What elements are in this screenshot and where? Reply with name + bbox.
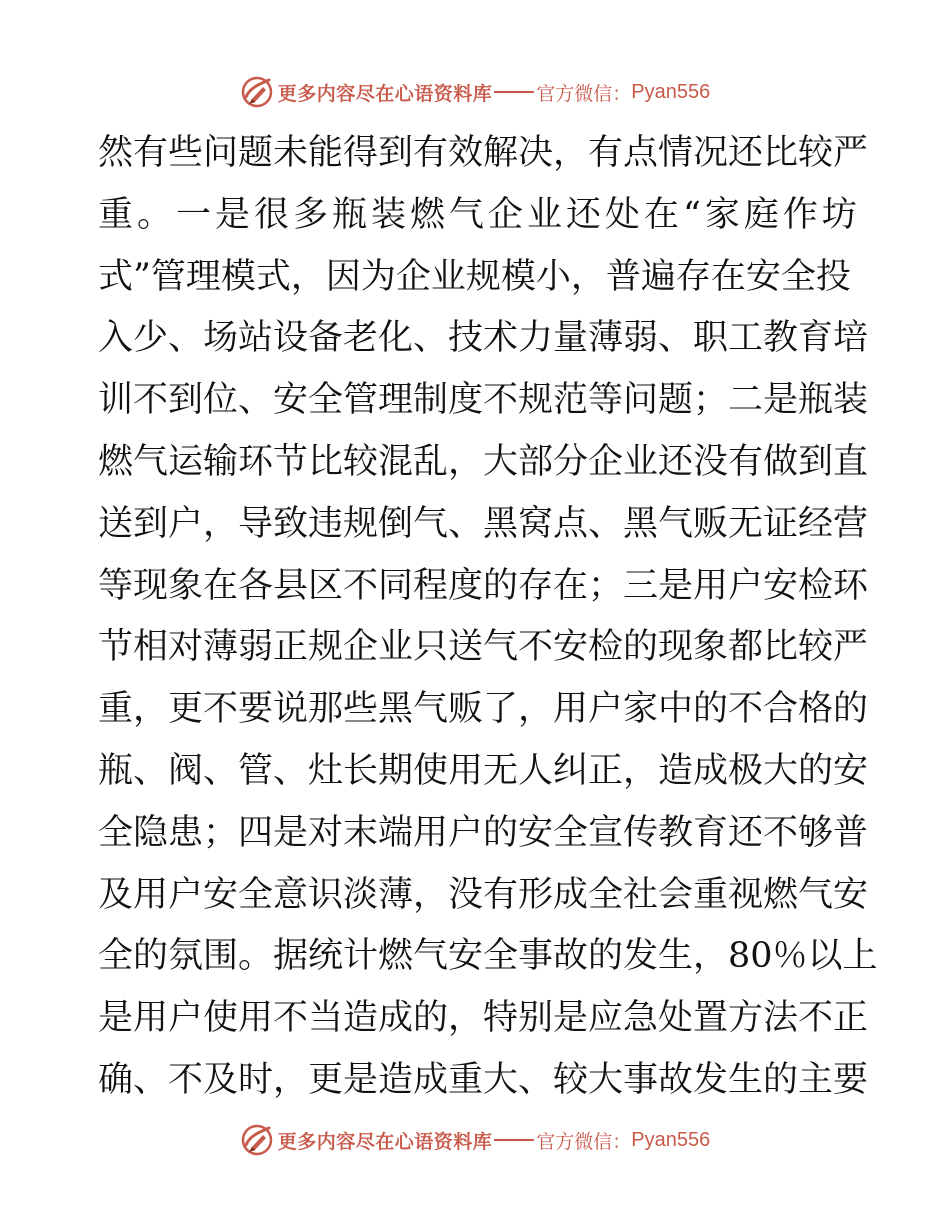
banner-subtitle: 官方微信： bbox=[536, 1130, 632, 1153]
banner-title: 更多内容尽在心语资料库 bbox=[277, 82, 493, 105]
header-banner bbox=[0, 72, 950, 112]
text-line: 确、不及时，更是造成重大、较大事故发生的主要 bbox=[98, 1059, 869, 1100]
text-line: 重，更不要说那些黑气贩了，用户家中的不合格的 bbox=[98, 689, 869, 730]
document-body bbox=[98, 123, 878, 1112]
banner-contact-id: Pyan556 bbox=[631, 1128, 711, 1151]
text-line: 全隐患；四是对末端用户的安全宣传教育还不够普 bbox=[98, 812, 869, 853]
text-line: 节相对薄弱正规企业只送气不安检的现象都比较严 bbox=[98, 627, 869, 668]
footer-banner bbox=[0, 1120, 950, 1160]
text-line: 等现象在各县区不同程度的存在；三是用户安检环 bbox=[98, 565, 869, 606]
banner-contact-id: Pyan556 bbox=[631, 80, 711, 103]
banner-subtitle: 官方微信： bbox=[536, 82, 632, 105]
text-line: 式”管理模式，因为企业规模小，普遍存在安全投 bbox=[98, 256, 851, 297]
text-line: 训不到位、安全管理制度不规范等问题；二是瓶装 bbox=[98, 380, 869, 421]
text-line: 然有些问题未能得到有效解决，有点情况还比较严 bbox=[98, 133, 869, 173]
text-line: 瓶、阀、管、灶长期使用无人纠正，造成极大的安 bbox=[98, 750, 869, 791]
text-line: 重。一是很多瓶装燃气企业还处在“家庭作坊 bbox=[98, 194, 861, 235]
pen-logo-icon bbox=[240, 1123, 274, 1157]
banner-divider bbox=[494, 91, 534, 93]
text-line: 及用户安全意识淡薄，没有形成全社会重视燃气安 bbox=[98, 874, 869, 915]
text-line: 是用户使用不当造成的，特别是应急处置方法不正 bbox=[98, 998, 869, 1039]
text-line: 入少、场站设备老化、技术力量薄弱、职工教育培 bbox=[98, 318, 869, 359]
banner-title: 更多内容尽在心语资料库 bbox=[277, 1130, 493, 1153]
text-line: 燃气运输环节比较混乱，大部分企业还没有做到直 bbox=[98, 441, 869, 482]
pen-logo-icon bbox=[240, 75, 274, 109]
text-line: 送到户，导致违规倒气、黑窝点、黑气贩无证经营 bbox=[98, 503, 869, 544]
banner-divider bbox=[494, 1139, 534, 1141]
text-line: 全的氛围。据统计燃气安全事故的发生，80％以上 bbox=[98, 936, 878, 977]
